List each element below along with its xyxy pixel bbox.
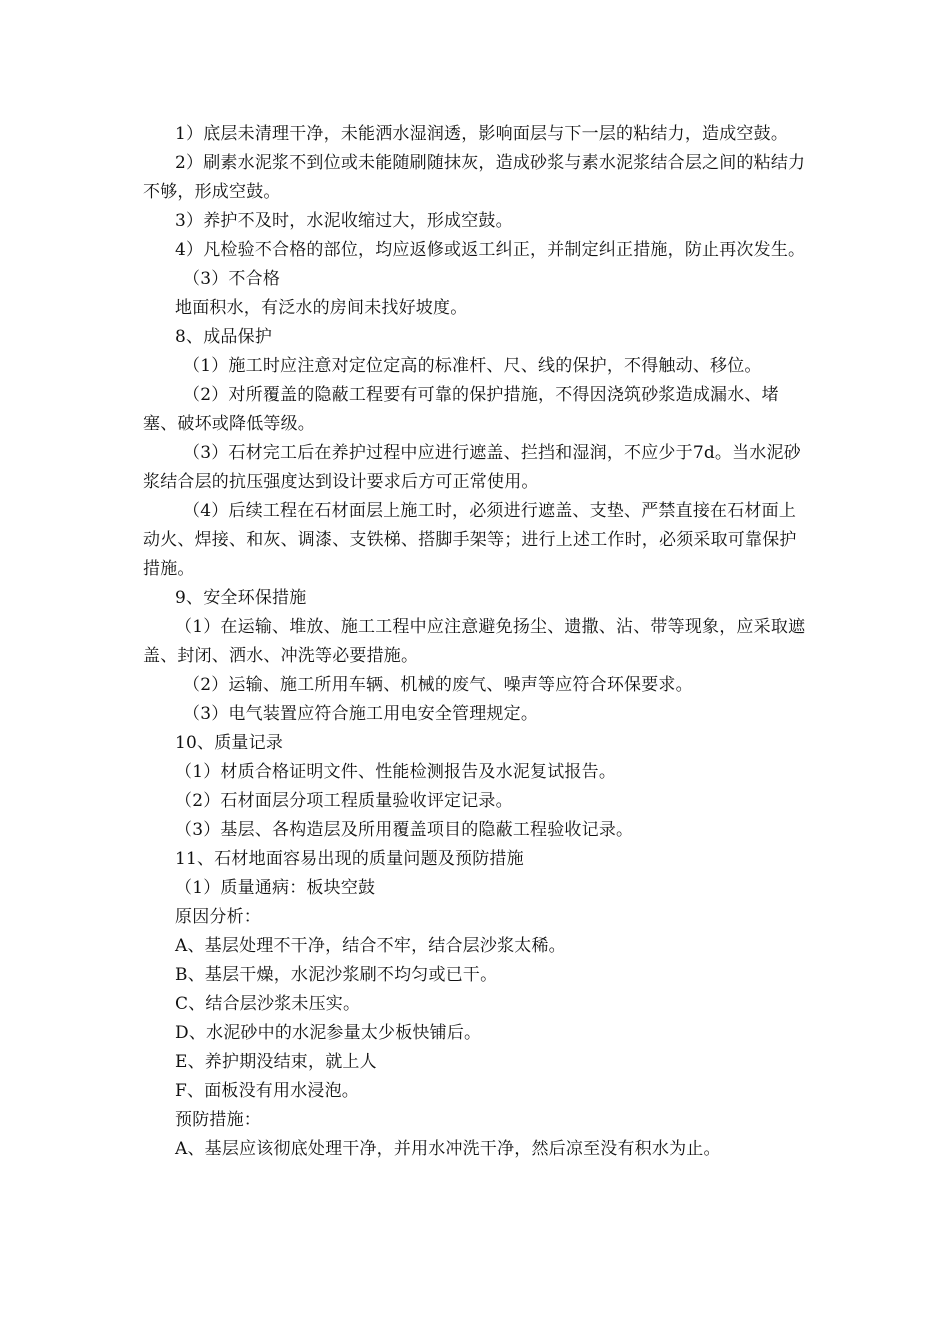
- paragraph-cause-2: 2）刷素水泥浆不到位或未能随刷随抹灰，造成砂浆与素水泥浆结合层之间的粘结力不够，形成空鼓。: [143, 153, 806, 202]
- paragraph-protection-3: （3）石材完工后在养护过程中应进行遮盖、拦挡和湿润，不应少于7d。当水泥砂浆结合层的抗压强度达到设计要求后方可正常使用。: [143, 443, 801, 492]
- section-heading-8: 8、成品保护: [175, 327, 273, 347]
- paragraph-unqualified-heading: （3）不合格: [183, 269, 281, 289]
- paragraph-cause-1: 1）底层未清理干净，未能洒水湿润透，影响面层与下一层的粘结力，造成空鼓。: [175, 124, 789, 144]
- paragraph-protection-4: （4）后续工程在石材面层上施工时，必须进行遮盖、支垫、严禁直接在石材面上动火、焊接、和灰、调漆、支铁梯、搭脚手架等；进行上述工作时，必须采取可靠保护措施。: [143, 501, 797, 579]
- paragraph-safety-3: （3）电气装置应符合施工用电安全管理规定。: [183, 704, 539, 724]
- paragraph-cause-3: 3）养护不及时，水泥收缩过大，形成空鼓。: [175, 211, 513, 231]
- paragraph-safety-2: （2）运输、施工所用车辆、机械的废气、噪声等应符合环保要求。: [183, 675, 693, 695]
- paragraph-cause-analysis-label: 原因分析：: [175, 907, 261, 927]
- paragraph-defect-heading: （1）质量通病：板块空鼓: [175, 878, 376, 898]
- paragraph-cause-d: D、水泥砂中的水泥参量太少板快铺后。: [175, 1023, 482, 1043]
- document-body: [143, 120, 811, 1164]
- paragraph-cause-4: 4）凡检验不合格的部位，均应返修或返工纠正，并制定纠正措施，防止再次发生。: [175, 240, 806, 260]
- paragraph-protection-1: （1）施工时应注意对定位定高的标准杆、尺、线的保护，不得触动、移位。: [183, 356, 762, 376]
- paragraph-safety-1: （1）在运输、堆放、施工工程中应注意避免扬尘、遗撒、沾、带等现象，应采取遮盖、封闭、洒水、冲洗等必要措施。: [143, 617, 806, 666]
- paragraph-cause-b: B、基层干燥，水泥沙浆刷不均匀或已干。: [175, 965, 498, 985]
- paragraph-unqualified-text: 地面积水，有泛水的房间未找好坡度。: [175, 298, 468, 318]
- paragraph-prevention-label: 预防措施：: [175, 1110, 261, 1130]
- paragraph-cause-f: F、面板没有用水浸泡。: [175, 1081, 359, 1101]
- paragraph-record-1: （1）材质合格证明文件、性能检测报告及水泥复试报告。: [175, 762, 617, 782]
- paragraph-protection-2: （2）对所覆盖的隐蔽工程要有可靠的保护措施，不得因浇筑砂浆造成漏水、堵塞、破坏或降低等级。: [143, 385, 779, 434]
- section-heading-11: 11、石材地面容易出现的质量问题及预防措施: [175, 849, 524, 869]
- paragraph-record-3: （3）基层、各构造层及所用覆盖项目的隐蔽工程验收记录。: [175, 820, 634, 840]
- paragraph-prevention-a: A、基层应该彻底处理干净，并用水冲洗干净，然后凉至没有积水为止。: [175, 1139, 721, 1159]
- paragraph-cause-a: A、基层处理不干净，结合不牢，结合层沙浆太稀。: [175, 936, 566, 956]
- paragraph-cause-e: E、养护期没结束，就上人: [175, 1052, 377, 1072]
- paragraph-record-2: （2）石材面层分项工程质量验收评定记录。: [175, 791, 513, 811]
- paragraph-cause-c: C、结合层沙浆未压实。: [175, 994, 361, 1014]
- section-heading-10: 10、质量记录: [175, 733, 284, 753]
- section-heading-9: 9、安全环保措施: [175, 588, 307, 608]
